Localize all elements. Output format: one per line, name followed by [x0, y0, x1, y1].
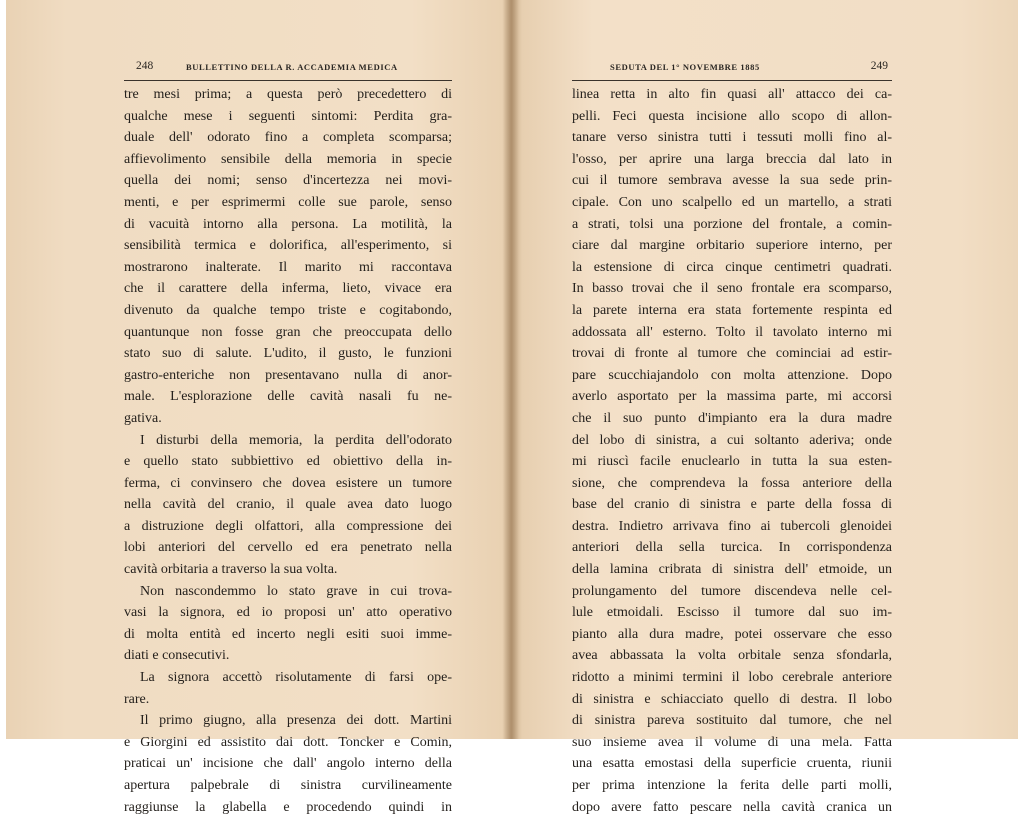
- text-line: stato suo di salute. L'udito, il gusto, le funzioni: [124, 346, 452, 362]
- text-line: una esatta emostasi della superficie cruenta, riunii: [572, 756, 892, 772]
- text-line: ciare dal margine orbitario superiore interno, per: [572, 238, 892, 254]
- text-line: a distruzione degli olfattori, alla compressione dei: [124, 518, 452, 534]
- text-line: divenuto da qualche tempo triste e cogitabondo,: [124, 302, 452, 318]
- text-line: raggiunse la glabella e procedendo quindi in: [124, 799, 452, 815]
- left-page-body: [124, 84, 452, 818]
- text-line: trovai di fronte al tumore che cominciai ad estir-: [572, 346, 892, 362]
- left-page-number: 248: [136, 60, 154, 72]
- text-line: mi riuscì facile enuclearlo in tutta la sua esten-: [572, 454, 892, 470]
- text-line: praticai un' incisione che dall' angolo interno della: [124, 756, 452, 772]
- left-page-header: [124, 60, 452, 78]
- text-line: lule etmoidali. Escisso il tumore dal suo im-: [572, 605, 892, 621]
- text-line: La signora accettò risolutamente di farsi ope-: [140, 670, 452, 686]
- book-gutter: [503, 0, 519, 739]
- text-line: diati e consecutivi.: [124, 648, 230, 664]
- text-line: pare scucchiajandolo con molta attenzione. Dopo: [572, 367, 892, 383]
- text-line: di sinistra pareva sostituito dal tumore, che nel: [572, 713, 892, 729]
- text-line: cipale. Con uno scalpello ed un martello, a strati: [572, 194, 892, 210]
- left-running-head: BULLETTINO DELLA R. ACCADEMIA MEDICA: [186, 62, 398, 72]
- text-line: addossata all' esterno. Tolto il tavolato interno mi: [572, 324, 892, 340]
- text-line: averlo asportato per la massima parte, mi accorsi: [572, 389, 892, 405]
- text-line: gastro-enteriche non presentavano nulla di anor-: [124, 367, 452, 383]
- text-line: che il carattere della inferma, lieto, vivace era: [124, 281, 452, 297]
- text-line: ferma, ci convinsero che dovea esistere un tumore: [124, 475, 452, 491]
- text-line: prolungamento del tumore discendeva nelle cel-: [572, 583, 892, 599]
- text-line: cavità orbitaria a traverso la sua volta.: [124, 562, 338, 578]
- book-spread: [6, 0, 1018, 815]
- text-line: anteriori della sella turcica. In corrispondenza: [572, 540, 892, 556]
- right-page-number: 249: [870, 60, 888, 72]
- text-line: linea retta in alto fin quasi all' attacco dei ca-: [572, 87, 892, 102]
- text-line: della lamina cribrata di sinistra dell' etmoide, un: [572, 562, 892, 578]
- text-line: rare.: [124, 691, 150, 707]
- text-line: di sinistra e schiacciato quello di destra. Il lobo: [572, 691, 892, 707]
- text-line: Il primo giugno, alla presenza dei dott. Martini: [140, 713, 452, 729]
- text-line: menti, e per esprimermi colle sue parole, senso: [124, 194, 452, 210]
- text-line: la parete interna era stata fortemente respinta ed: [572, 302, 892, 318]
- text-line: duale dell' odorato fino a completa scomparsa;: [124, 130, 452, 146]
- text-line: l'osso, per aprire una larga breccia dal lato in: [572, 151, 892, 167]
- text-line: di molta entità ed incerto negli esiti suoi imme-: [124, 626, 452, 642]
- text-line: I disturbi della memoria, la perdita dell'odorato: [140, 432, 452, 448]
- text-line: pianto alla dura madre, potei osservare che esso: [572, 626, 892, 642]
- left-page: [124, 0, 452, 815]
- text-line: del lobo di sinistra, a cui soltanto aderiva; onde: [572, 432, 892, 448]
- right-running-head: SEDUTA DEL 1° NOVEMBRE 1885: [610, 62, 760, 72]
- text-line: cui il tumore sembrava avesse la sua sede prin-: [572, 173, 892, 189]
- text-line: ridotto a minimi termini il lobo cerebrale anteriore: [572, 670, 892, 686]
- text-line: e Giorgini ed assistito dai dott. Toncker e Comin,: [124, 734, 452, 750]
- text-line: sione, che comprendeva la fossa anteriore della: [572, 475, 892, 491]
- text-line: sensibilità termica e dolorifica, all'esperimento, si: [124, 238, 452, 254]
- text-line: lobi anteriori del cervello ed era penetrato nella: [124, 540, 452, 556]
- text-line: In basso trovai che il seno frontale era scomparso,: [572, 281, 892, 297]
- text-line: suo insieme avea il volume di una mela. Fatta: [572, 734, 892, 750]
- right-page: [572, 0, 892, 815]
- text-line: tre mesi prima; a questa però precedettero di: [124, 87, 452, 102]
- text-line: la estensione di circa cinque centimetri quadrati.: [572, 259, 892, 275]
- text-line: mostrarono inalterate. Il marito mi raccontava: [124, 259, 452, 275]
- right-header-rule: [572, 80, 892, 81]
- text-line: di vacuità intorno alla persona. La motilità, la: [124, 216, 452, 232]
- text-line: che il suo punto d'impianto era la dura madre: [572, 410, 892, 426]
- left-header-rule: [124, 80, 452, 81]
- right-page-body: [572, 84, 892, 818]
- text-line: qualche mese i seguenti sintomi: Perdita gra-: [124, 108, 452, 124]
- text-line: Non nascondemmo lo stato grave in cui trova-: [140, 583, 452, 599]
- text-line: nella cavità del cranio, il quale avea dato luogo: [124, 497, 452, 513]
- text-line: affievolimento sensibile della memoria in specie: [124, 151, 452, 167]
- text-line: apertura palpebrale di sinistra curvilineamente: [124, 778, 452, 793]
- text-line: vasi la signora, ed io proposi un' atto operativo: [124, 605, 452, 621]
- text-line: tanare verso sinistra tutti i tessuti molli fino al-: [572, 130, 892, 146]
- text-line: e quello stato subbiettivo ed obiettivo della in-: [124, 454, 452, 470]
- right-page-header: [572, 60, 892, 78]
- text-line: destra. Indietro arrivava fino ai tubercoli glenoidei: [572, 518, 892, 534]
- text-line: quantunque non fosse gran che preoccupata dello: [124, 324, 452, 340]
- text-line: gativa.: [124, 410, 162, 426]
- text-line: a strati, tolsi una porzione del frontale, a comin-: [572, 216, 892, 232]
- text-line: avea abbassata la volta orbitale senza sfondarla,: [572, 648, 892, 664]
- text-line: pelli. Feci questa incisione allo scopo di allon-: [572, 108, 892, 124]
- text-line: male. L'esplorazione delle cavità nasali fu ne-: [124, 389, 452, 405]
- text-line: dopo avere fatto pescare nella cavità cranica un: [572, 799, 892, 815]
- text-line: quella dei nomi; senso d'incertezza nei movi-: [124, 173, 452, 189]
- text-line: base del cranio di sinistra e parte della fossa di: [572, 497, 892, 513]
- text-line: per prima intenzione la ferita delle parti molli,: [572, 778, 892, 793]
